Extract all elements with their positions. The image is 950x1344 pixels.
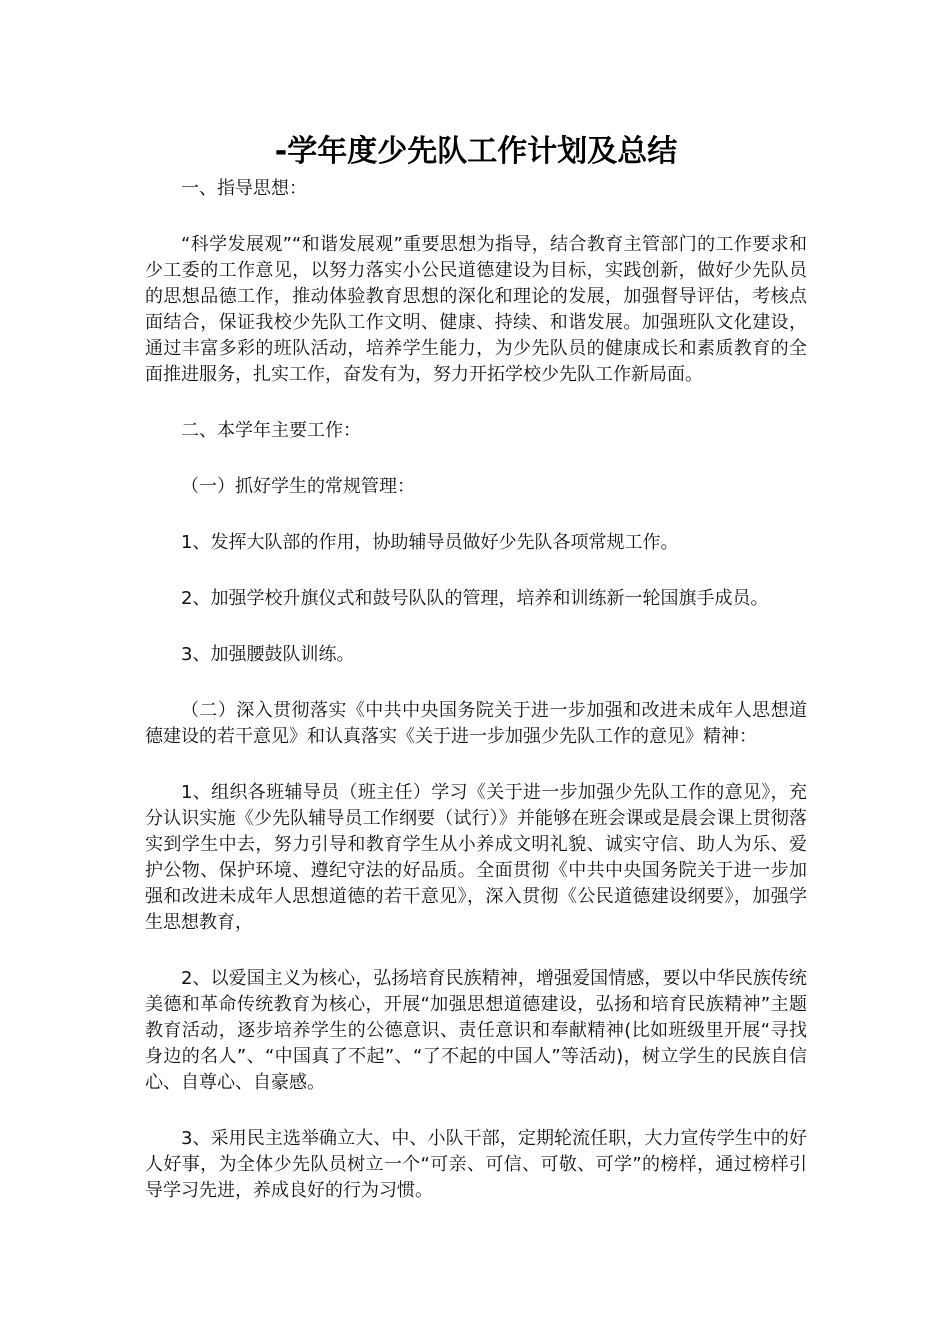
spacer (145, 500, 807, 530)
subheading-routine-management: （一）抓好学生的常规管理： (181, 476, 415, 497)
section-heading-main-work: 二、本学年主要工作： (181, 420, 361, 441)
spacer (145, 556, 807, 586)
list-item-1-3: 3、加强腰鼓队训练。 (181, 644, 355, 665)
document-body (145, 128, 807, 1204)
spacer (145, 202, 807, 232)
list-item-1-1: 1、发挥大队部的作用，协助辅导员做好少先队各项常规工作。 (181, 532, 679, 553)
section-heading-guiding-ideology: 一、指导思想： (181, 178, 307, 199)
list-item-2-1: 1、组织各班辅导员（班主任）学习《关于进一步加强少先队工作的意见》，充分认识实施《少先队辅导员工作纲要（试行）》并能够在班会课或是晨会课上贯彻落实到学生中去，努力引导和教育学生从小养成文明礼貌、诚实守信、助人为乐、爱护公物、保护环境、遵纪守法的好品质。全面贯彻《中共中央国务院关于进一步加强和改进未成年人思想道德的若干意见》，深入贯彻《公民道德建设纲要》，加强学生思想教育， (145, 782, 807, 933)
spacer (145, 612, 807, 642)
spacer (145, 444, 807, 474)
spacer (145, 1096, 807, 1126)
document-title: -学年度少先队工作计划及总结 (274, 134, 678, 169)
spacer (145, 750, 807, 780)
list-item-2-3: 3、采用民主选举确立大、中、小队干部，定期轮流任职，大力宣传学生中的好人好事，为全体少先队员树立一个“可亲、可信、可敬、可学”的榜样，通过榜样引导学习先进，养成良好的行为习惯。 (145, 1128, 807, 1201)
list-item-2-2: 2、以爱国主义为核心，弘扬培育民族精神，增强爱国情感，要以中华民族传统美德和革命传统教育为核心，开展“加强思想道德建设，弘扬和培育民族精神”主题教育活动，逐步培养学生的公德意识、责任意识和奉献精神(比如班级里开展“寻找身边的名人”、“中国真了不起”、“了不起的中国人”等活动)，树立学生的民族自信心、自尊心、自豪感。 (145, 968, 807, 1093)
list-item-1-2: 2、加强学校升旗仪式和鼓号队队的管理，培养和训练新一轮国旗手成员。 (181, 588, 769, 609)
paragraph-guiding-ideology: “科学发展观”“和谐发展观”重要思想为指导，结合教育主管部门的工作要求和少工委的工作意见，以努力落实小公民道德建设为目标，实践创新，做好少先队员的思想品德工作，推动体验教育思想的深化和理论的发展，加强督导评估，考核点面结合，保证我校少先队工作文明、健康、持续、和谐发展。加强班队文化建设，通过丰富多彩的班队活动，培养学生能力，为少先队员的健康成长和素质教育的全面推进服务，扎实工作，奋发有为，努力开拓学校少先队工作新局面。 (145, 234, 807, 385)
spacer (145, 668, 807, 698)
subheading-implementation: （二）深入贯彻落实《中共中央国务院关于进一步加强和改进未成年人思想道德建设的若干意见》和认真落实《关于进一步加强少先队工作的意见》精神： (145, 700, 807, 747)
spacer (145, 936, 807, 966)
spacer (145, 388, 807, 418)
